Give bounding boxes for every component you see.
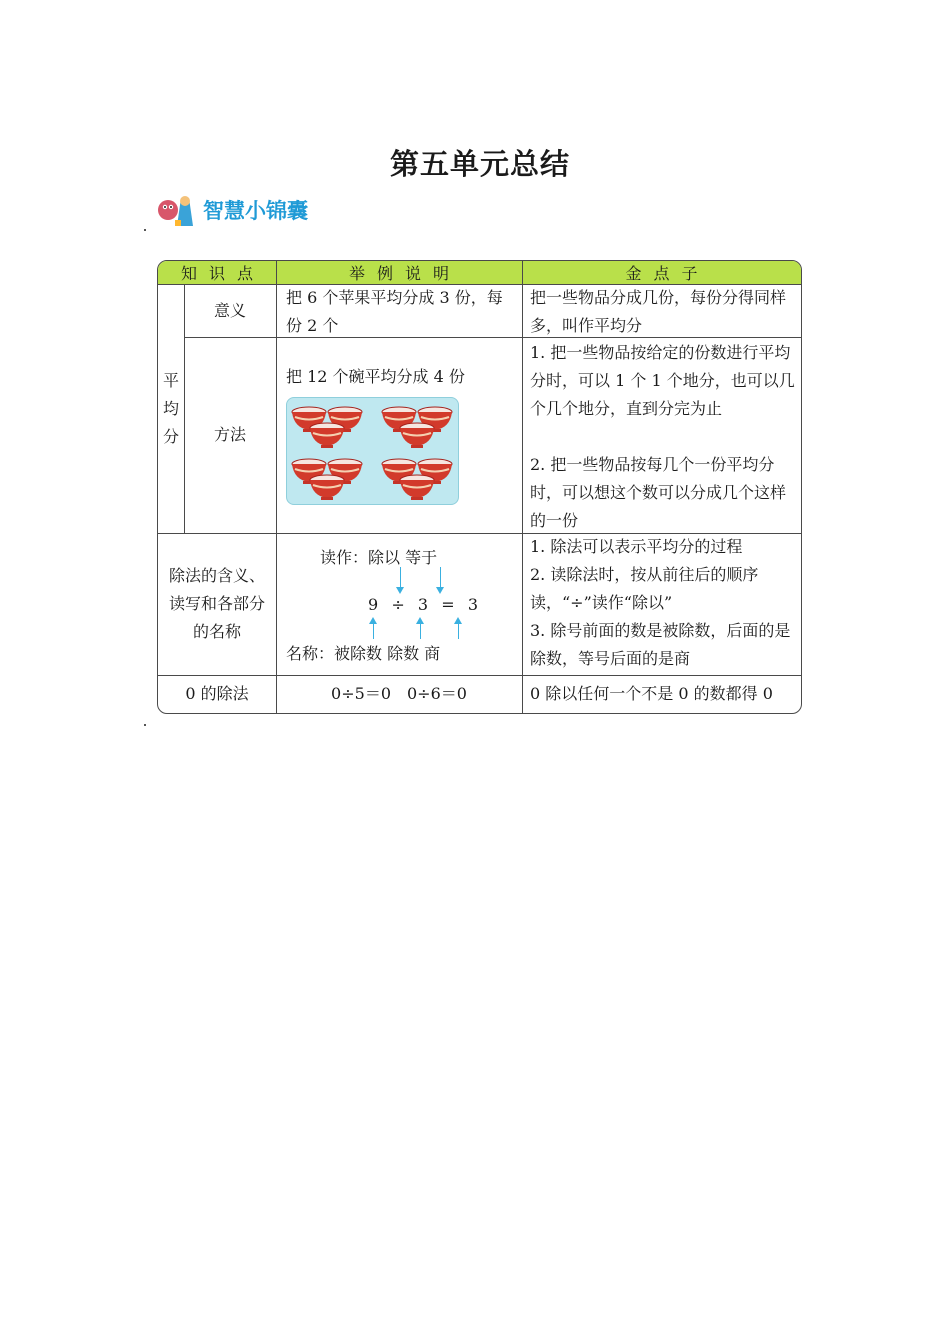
- quotient-value: 3: [467, 595, 478, 614]
- bowls-image: [286, 397, 459, 505]
- tip-division-3: 3. 除号前面的数是被除数，后面的是除数，等号后面的是商: [530, 621, 791, 668]
- page-marker: [144, 724, 146, 726]
- page-marker: [144, 229, 146, 231]
- topic-division: 除法的含义、读写和各部分的名称: [168, 566, 265, 641]
- header-examples: 举例说明: [276, 261, 522, 285]
- tip-zero-division: 0 除以任何一个不是 0 的数都得 0: [530, 684, 773, 703]
- banner-label: 智慧小锦囊: [203, 199, 308, 223]
- bowl-groups-illustration: [287, 398, 458, 504]
- summary-table: [157, 260, 802, 714]
- group-label-average: 平均分: [162, 371, 179, 446]
- example-meaning: 把 6 个苹果平均分成 3 份，每份 2 个: [286, 288, 503, 335]
- page-title: 第五单元总结: [389, 147, 570, 181]
- tip-division-1: 1. 除法可以表示平均分的过程: [530, 537, 743, 556]
- tip-division-2: 2. 读除法时，按从前往后的顺序读，“÷”读作“除以”: [530, 565, 759, 612]
- header-knowledge: 知识点: [158, 261, 276, 285]
- equals-sign: =: [441, 595, 455, 614]
- topic-zero-division: 0 的除法: [185, 684, 249, 703]
- example-method: 把 12 个碗平均分成 4 份: [286, 367, 465, 386]
- tips-banner: [157, 190, 308, 230]
- tip-method-1: 1. 把一些物品按给定的份数进行平均分时，可以 1 个 1 个地分，也可以几个几个地分，直到分完为止: [530, 343, 795, 418]
- divide-sign: ÷: [391, 595, 405, 614]
- division-part-names: 名称：被除数 除数 商: [286, 644, 441, 663]
- example-zero-division: 0÷5＝0 0÷6＝0: [331, 684, 467, 703]
- divisor-value: 3: [417, 595, 429, 614]
- topic-meaning: 意义: [213, 301, 246, 320]
- header-tips: 金点子: [522, 261, 801, 285]
- topic-method: 方法: [213, 425, 246, 444]
- tip-method-2: 2. 把一些物品按每几个一份平均分时，可以想这个数可以分成几个这样的一份: [530, 455, 787, 530]
- tip-meaning: 把一些物品分成几份，每份分得同样多，叫作平均分: [530, 288, 787, 335]
- division-equation: [368, 595, 478, 614]
- dividend-value: 9: [368, 595, 379, 614]
- division-read-as: 读作：除以 等于: [320, 548, 438, 567]
- cartoon-characters-icon: [157, 192, 197, 228]
